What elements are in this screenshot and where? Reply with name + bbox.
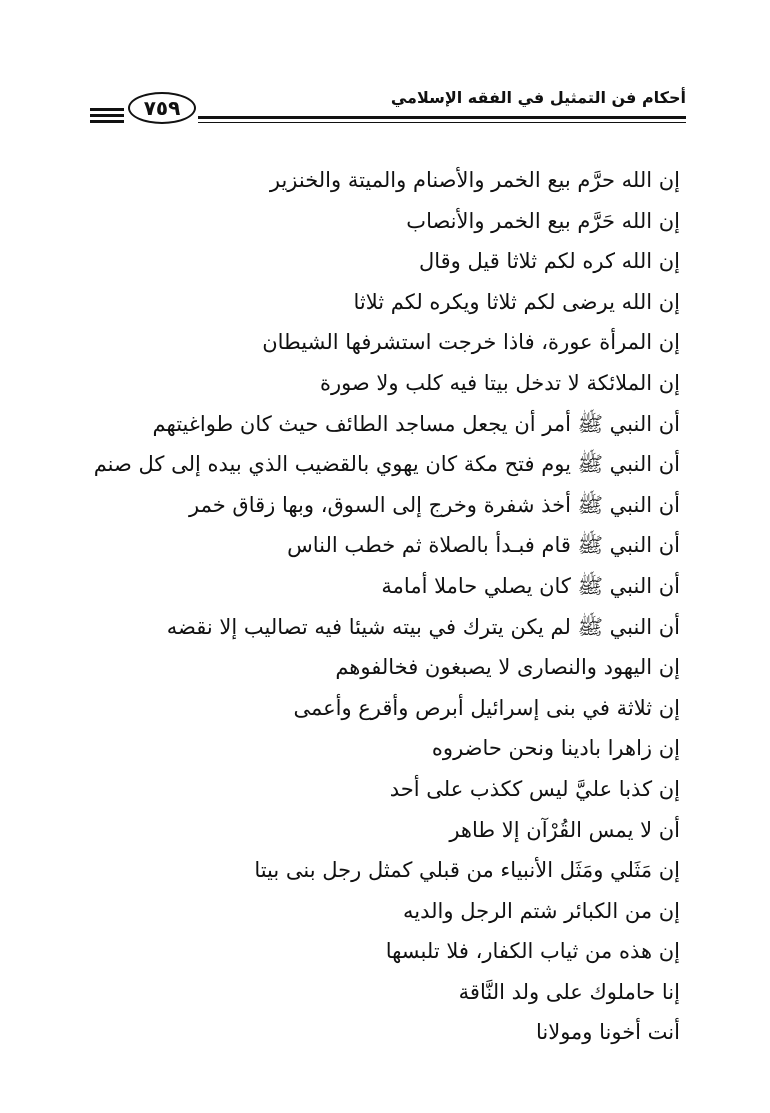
list-item: أنت أخونا ومولانا [535, 1020, 680, 1045]
list-item: إن الله حرَّم بيع الخمر والأصنام والميتة والخنزير [269, 168, 680, 192]
list-item: إن زاهرا بادينا ونحن حاضروه [431, 736, 680, 761]
header-rule-thin [198, 122, 686, 123]
list-item: إن هذه من ثياب الكفار، فلا تلبسها [385, 939, 680, 964]
list-item: إنا حاملوك على ولد النَّاقة [458, 979, 680, 1004]
list-item: أن النبي ﷺ أمر أن يجعل مساجد الطائف حيث كان طواغيتهم [152, 411, 680, 436]
header-left-rule-3 [90, 120, 124, 123]
list-item: أن النبي ﷺ كان يصلي حاملا أمامة [381, 573, 680, 598]
list-item: إن اليهود والنصارى لا يصبغون فخالفوهم [335, 655, 680, 680]
list-item: أن النبي ﷺ أخذ شفرة وخرج إلى السوق، وبها زقاق خمر [189, 492, 680, 517]
hadith-index-list [90, 160, 680, 1053]
page-number: ٧٥٩ [143, 96, 181, 120]
list-item: إن كذبا عليَّ ليس ككذب على أحد [389, 776, 680, 801]
header-left-rule-1 [90, 108, 124, 111]
list-item: إن الله حَرَّم بيع الخمر والأنصاب [406, 208, 680, 233]
page-number-badge [128, 92, 196, 124]
header-left-rule-2 [90, 114, 124, 117]
list-item: أن لا يمس القُرْآن إلا طاهر [449, 817, 680, 842]
list-item: إن مَثَلي ومَثَل الأنبياء من قبلي كمثل رجل بنى بيتا [254, 858, 680, 883]
header-rule-thick [198, 116, 686, 119]
list-item: إن من الكبائر شتم الرجل والديه [403, 898, 680, 923]
list-item: أن النبي ﷺ لم يكن يترك في بيته شيئا فيه تصاليب إلا نقضه [166, 614, 680, 639]
page-header [90, 86, 686, 130]
list-item: إن الله يرضى لكم ثلاثا ويكره لكم ثلاثا [353, 289, 680, 314]
list-item: أن النبي ﷺ قام فبـدأ بالصلاة ثم خطب الناس [287, 533, 680, 558]
list-item: إن الله كره لكم ثلاثا قيل وقال [418, 249, 680, 274]
list-item: إن الملائكة لا تدخل بيتا فيه كلب ولا صورة [319, 370, 680, 395]
list-item: إن المرأة عورة، فاذا خرجت استشرفها الشيطان [262, 330, 680, 355]
list-item: إن ثلاثة في بنى إسرائيل أبرص وأقرع وأعمى [293, 695, 680, 720]
running-title: أحكام فن التمثيل في الفقه الإسلامي [390, 88, 686, 107]
list-item: أن النبي ﷺ يوم فتح مكة كان يهوي بالقضيب الذي بيده إلى كل صنم [93, 452, 680, 477]
